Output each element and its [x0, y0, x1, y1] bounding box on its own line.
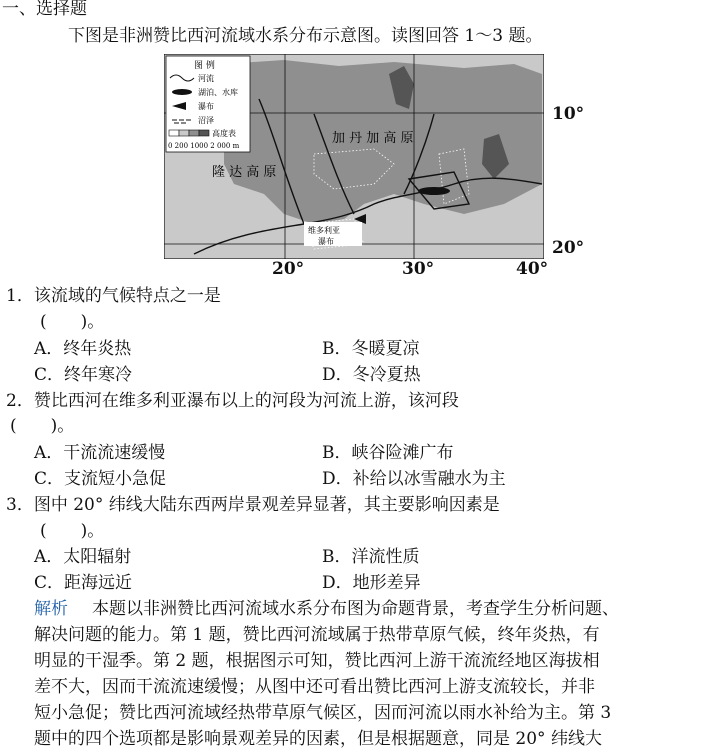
question-2-stem: 2．赞比西河在维多利亚瀑布以上的河段为河流上游，该河段: [6, 391, 459, 411]
question-3-option-b: B．洋流性质: [322, 547, 420, 567]
legend-label-river: 河流: [198, 74, 214, 83]
legend-label-waterfall: 瀑布: [198, 102, 214, 111]
question-1-option-a: A．终年炎热: [34, 339, 132, 359]
region-label-katanga: 加 丹 加 高 原: [332, 131, 414, 146]
falls-label-2: 瀑布: [318, 237, 334, 246]
question-2-paren: ( )。: [10, 416, 75, 436]
question-2-option-a: A．干流流速缓慢: [34, 443, 166, 463]
legend-label-swamp: 沼泽: [198, 116, 214, 125]
section-title: 一、选择题: [2, 0, 87, 19]
question-3-paren: ( )。: [40, 521, 105, 541]
lon-label-30: 30°: [402, 259, 435, 279]
question-1-paren: ( )。: [40, 312, 105, 332]
question-2-option-d: D．补给以冰雪融水为主: [322, 469, 506, 489]
question-2-option-b: B．峡谷险滩广布: [322, 443, 454, 463]
question-3-option-d: D．地形差异: [322, 573, 421, 593]
elevation-label: 高度表: [212, 129, 236, 138]
analysis-label: 解析: [34, 599, 68, 619]
legend-label-lake: 湖泊、水库: [198, 88, 238, 97]
zambezi-basin-map: [164, 54, 544, 259]
question-1-option-b: B．冬暖夏凉: [322, 339, 420, 359]
question-1-option-d: D．冬冷夏热: [322, 365, 421, 385]
analysis-line: 短小急促；赞比西河流域经热带草原气候区，因而河流以雨水补给为主。第 3: [34, 703, 612, 723]
question-2-option-c: C．支流短小急促: [34, 469, 167, 489]
analysis-line: 本题以非洲赞比西河流域水系分布图为命题背景，考查学生分析问题、: [92, 599, 619, 619]
lon-label-20: 20°: [272, 259, 305, 279]
legend-title: 图 例: [194, 61, 215, 71]
lake-reservoir: [418, 187, 450, 195]
elevation-scale: 0 200 1000 2 000 m: [168, 142, 240, 150]
falls-label-1: 维多利亚: [308, 226, 340, 235]
lon-label-40: 40°: [516, 259, 549, 279]
analysis-line: 差不大，因而干流流速缓慢；从图中还可看出赞比西河上游支流较长，并非: [34, 677, 595, 697]
question-1-stem: 1．该流域的气候特点之一是: [6, 286, 221, 306]
analysis-line: 解决问题的能力。第 1 题，赞比西河流域属于热带草原气候，终年炎热，有: [34, 625, 600, 645]
analysis-line: 明显的干湿季。第 2 题，根据图示可知，赞比西河上游干流流经地区海拔相: [34, 651, 600, 671]
question-3-option-c: C．距海远近: [34, 573, 133, 593]
question-3-stem: 3．图中 20° 纬线大陆东西两岸景观差异显著，其主要影响因素是: [6, 495, 500, 515]
map-legend: [166, 56, 250, 152]
lake-reservoir-icon: [172, 89, 192, 95]
lat-label-10: 10°: [552, 104, 585, 124]
intro-text: 下图是非洲赞比西河流域水系分布示意图。读图回答 1～3 题。: [68, 26, 543, 46]
lat-label-20: 20°: [552, 238, 585, 258]
analysis-line: 题中的四个选项都是影响景观差异的因素，但是根据题意，同是 20° 纬线大: [34, 729, 602, 749]
question-1-option-c: C．终年寒冷: [34, 365, 133, 385]
question-3-option-a: A．太阳辐射: [34, 547, 132, 567]
region-label-lunda: 隆 达 高 原: [212, 165, 277, 180]
